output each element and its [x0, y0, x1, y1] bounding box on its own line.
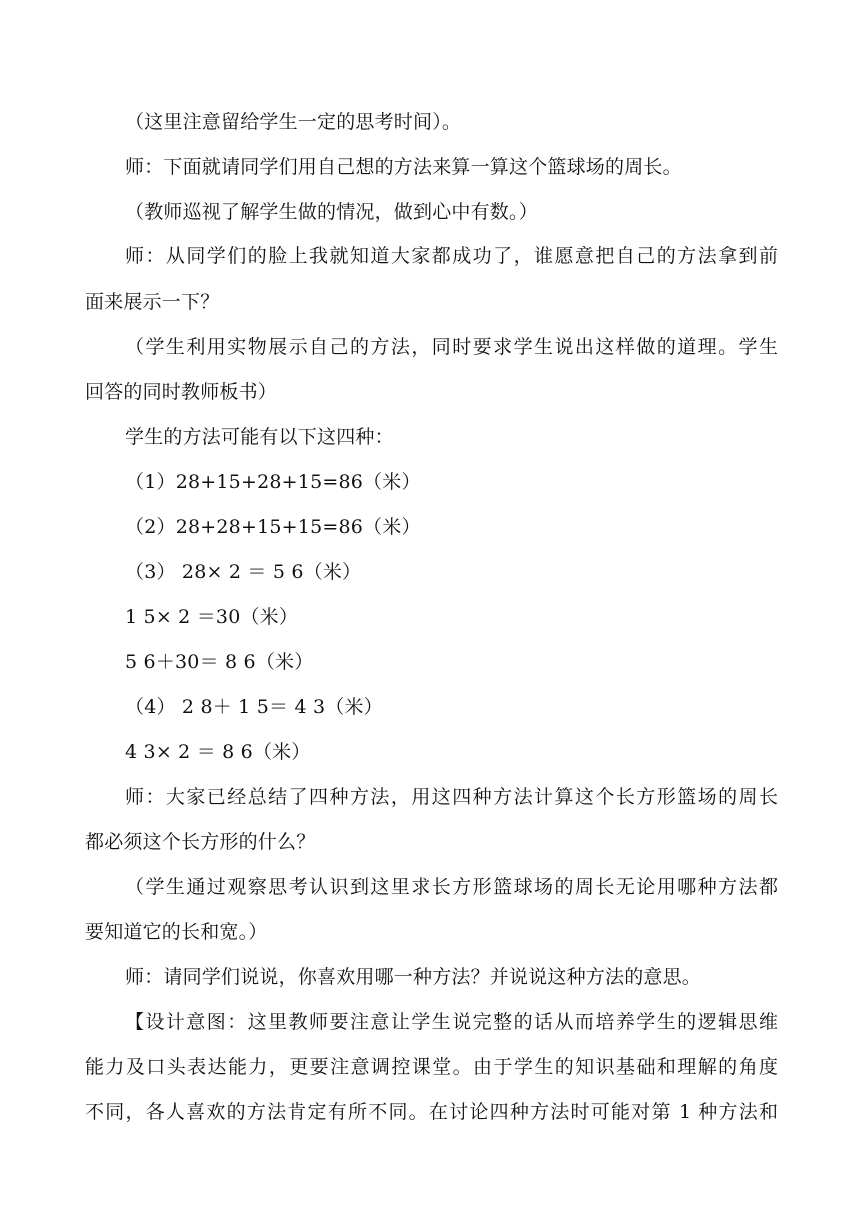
- paragraph-design-intent-line-3: 不同，各人喜欢的方法肯定有所不同。在讨论四种方法时可能对第 1 种方法和: [85, 1101, 778, 1123]
- paragraph-design-intent-line-2: 能力及口头表达能力，更要注意调控课堂。由于学生的知识基础和理解的角度: [85, 1056, 778, 1078]
- method-1: （1）28+15+28+15=86（米）: [125, 471, 421, 493]
- paragraph-summary-line-2: 都必须这个长方形的什么？: [85, 831, 316, 853]
- method-3-step-1: （3） 28× 2 ＝ 5 6（米）: [125, 561, 362, 583]
- paragraph-show-method-line-2: 面来展示一下？: [85, 291, 220, 313]
- paragraph-four-methods-intro: 学生的方法可能有以下这四种：: [125, 426, 394, 448]
- method-2: （2）28+28+15+15=86（米）: [125, 516, 421, 538]
- paragraph-summary-line-1: 师：大家已经总结了四种方法，用这四种方法计算这个长方形篮场的周长: [125, 786, 778, 808]
- paragraph-favorite-method: 师：请同学们说说，你喜欢用哪一种方法？并说说这种方法的意思。: [125, 966, 702, 988]
- paragraph-student-recognition-line-1: （学生通过观察思考认识到这里求长方形篮球场的周长无论用哪种方法都: [125, 876, 778, 898]
- paragraph-teacher-calculate: 师：下面就请同学们用自己想的方法来算一算这个篮球场的周长。: [125, 156, 682, 178]
- paragraph-student-display-line-2: 回答的同时教师板书）: [85, 381, 278, 403]
- paragraph-show-method-line-1: 师：从同学们的脸上我就知道大家都成功了，谁愿意把自己的方法拿到前: [125, 245, 778, 267]
- method-4-step-1: （4） 2 8＋ 1 5＝ 4 3（米）: [125, 696, 383, 718]
- paragraph-design-intent-line-1: 【设计意图：这里教师要注意让学生说完整的话从而培养学生的逻辑思维: [125, 1011, 778, 1033]
- paragraph-teacher-observe: （教师巡视了解学生做的情况，做到心中有数。）: [125, 201, 538, 223]
- method-3-step-3: 5 6＋30＝ 8 6（米）: [125, 651, 314, 673]
- method-4-step-2: 4 3× 2 ＝ 8 6（米）: [125, 741, 311, 763]
- paragraph-think-time: （这里注意留给学生一定的思考时间）。: [125, 111, 462, 133]
- paragraph-student-recognition-line-2: 要知道它的长和宽。）: [85, 921, 268, 943]
- method-3-step-2: 1 5× 2 ＝30（米）: [125, 606, 299, 628]
- paragraph-student-display-line-1: （学生利用实物展示自己的方法，同时要求学生说出这样做的道理。学生: [125, 336, 778, 358]
